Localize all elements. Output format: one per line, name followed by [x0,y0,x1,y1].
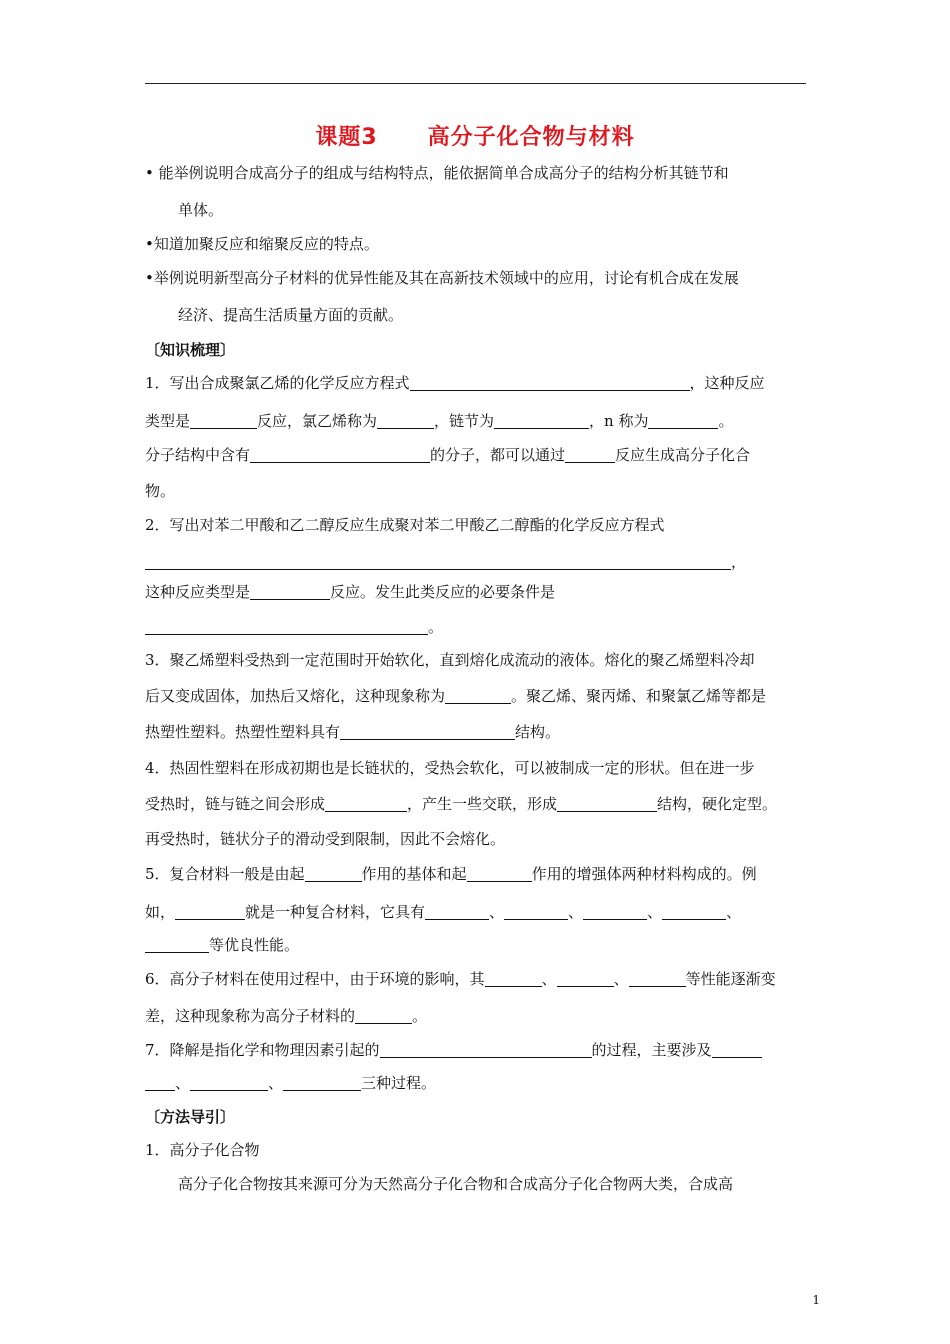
question-3-line-1: 3．聚乙烯塑料受热到一定范围时开始软化，直到熔化成流动的液体。熔化的聚乙烯塑料冷却 [145,651,755,669]
header-rule [145,83,806,84]
answer-blank[interactable] [662,903,726,920]
question-2-line-2: ， [145,552,810,572]
question-4-line-2: 受热时，链与链之间会形成 ，产生一些交联，形成 结构，硬化定型。 [145,795,778,813]
question-1-line-4: 物。 [145,482,176,500]
question-4-line-1: 4．热固性塑料在形成初期也是长链状的，受热会软化，可以被制成一定的形状。但在进一步 [145,759,755,777]
answer-blank[interactable] [305,865,362,882]
question-5-line-1: 5．复合材料一般是由起 作用的基体和起 作用的增强体两种材料构成的。例 [145,865,757,883]
answer-blank[interactable] [380,1041,592,1058]
question-2-line-4: 。 [145,617,810,637]
answer-blank[interactable] [325,795,407,812]
question-7-line-1: 7．降解是指化学和物理因素引起的 的过程，主要涉及 [145,1040,810,1060]
question-3-line-2: 后又变成固体，加热后又熔化，这种现象称为 。聚乙烯、聚丙烯、和聚氯乙烯等都是 [145,687,767,705]
answer-blank[interactable] [145,553,731,570]
answer-blank[interactable] [410,374,690,391]
title-topic: 高分子化合物与材料 [427,125,635,150]
question-5-line-2: 如， 就是一种复合材料，它具有 、 、 、 、 [145,903,742,921]
page-number: 1 [812,1293,820,1307]
question-1-line-1: 1．写出合成聚氯乙烯的化学反应方程式 ，这种反应 [145,374,765,392]
answer-blank[interactable] [250,583,330,600]
answer-blank[interactable] [190,1074,268,1091]
answer-blank[interactable] [377,412,434,429]
answer-blank[interactable] [145,936,209,953]
question-7-line-2: 、 、 三种过程。 [145,1073,810,1093]
answer-blank[interactable] [190,412,257,429]
answer-blank[interactable] [504,903,568,920]
objective-1-cont: 单体。 [178,201,224,219]
answer-blank[interactable] [557,795,657,812]
answer-blank[interactable] [494,412,589,429]
answer-blank[interactable] [557,970,614,987]
section-knowledge-heading: 〔知识梳理〕 [145,341,236,359]
title-lesson-number: 课题3 [315,125,378,150]
answer-blank[interactable] [565,446,615,463]
answer-blank[interactable] [283,1074,361,1091]
question-3-line-3: 热塑性塑料。热塑性塑料具有 结构。 [145,723,561,741]
page-title [0,120,950,151]
answer-blank[interactable] [648,412,718,429]
question-4-line-3: 再受热时，链状分子的滑动受到限制，因此不会熔化。 [145,830,506,848]
answer-blank[interactable] [445,687,511,704]
objective-3-cont: 经济、提高生活质量方面的贡献。 [178,306,404,324]
answer-blank[interactable] [145,618,428,635]
answer-blank[interactable] [145,1074,175,1091]
answer-blank[interactable] [467,865,532,882]
question-5-line-3: 等优良性能。 [145,935,810,955]
objective-1: • 能举例说明合成高分子的组成与结构特点，能依据简单合成高分子的结构分析其链节和 [145,164,729,182]
answer-blank[interactable] [583,903,647,920]
objective-3: •举例说明新型高分子材料的优异性能及其在高新技术领域中的应用，讨论有机合成在发展 [145,269,739,287]
method-paragraph: 高分子化合物按其来源可分为天然高分子化合物和合成高分子化合物两大类，合成高 [178,1175,734,1193]
objective-2: •知道加聚反应和缩聚反应的特点。 [145,235,379,253]
answer-blank[interactable] [355,1007,412,1024]
question-2-line-1: 2．写出对苯二甲酸和乙二醇反应生成聚对苯二甲酸乙二醇酯的化学反应方程式 [145,516,665,534]
answer-blank[interactable] [250,446,430,463]
answer-blank[interactable] [712,1041,762,1058]
answer-blank[interactable] [425,903,489,920]
answer-blank[interactable] [629,970,686,987]
answer-blank[interactable] [175,903,245,920]
answer-blank[interactable] [485,970,542,987]
method-subheading: 1．高分子化合物 [145,1141,260,1159]
question-1-line-2: 类型是 反应，氯乙烯称为 ，链节为 ，n 称为 。 [145,412,734,430]
question-6-line-2: 差，这种现象称为高分子材料的 。 [145,1007,428,1025]
answer-blank[interactable] [340,723,515,740]
question-2-line-3: 这种反应类型是 反应。发生此类反应的必要条件是 [145,583,556,601]
question-6-line-1: 6．高分子材料在使用过程中，由于环境的影响，其 、 、 等性能逐渐变 [145,970,776,988]
question-1-line-3: 分子结构中含有 的分子，都可以通过 反应生成高分子化合 [145,446,751,464]
section-method-heading: 〔方法导引〕 [145,1108,236,1126]
